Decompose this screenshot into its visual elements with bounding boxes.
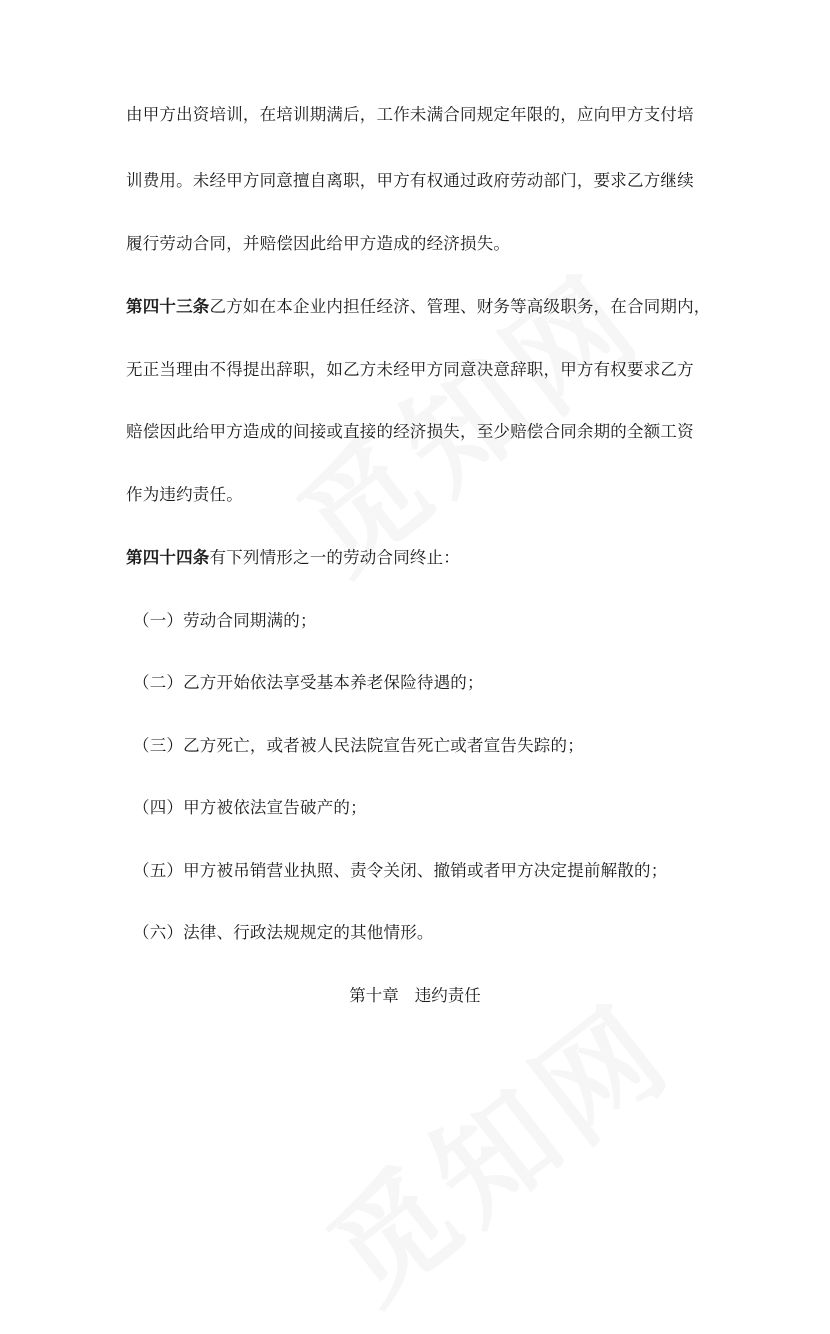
article-44-intro [126,547,726,569]
chapter-heading [0,985,830,1007]
paragraph-line: 由甲方出资培训，在培训期满后，工作未满合同规定年限的，应向甲方支付培 [126,105,694,124]
watermark-bottom [288,958,701,1334]
article-44-text: 有下列情形之一的劳动合同终止： [209,548,460,567]
article-43-label: 第四十三条 [126,297,210,316]
article-43-line-3: 赔偿因此给甲方造成的间接或直接的经济损失，至少赔偿合同余期的全额工资 [126,422,694,441]
chapter-title: 违约责任 [414,986,481,1005]
list-item: （五）甲方被吊销营业执照、责令关闭、撤销或者甲方决定提前解散的； [133,861,668,880]
list-item: （六）法律、行政法规规定的其他情形。 [133,923,434,942]
article-43-line-2: 无正当理由不得提出辞职，如乙方未经甲方同意决意辞职，甲方有权要求乙方 [126,360,694,379]
article-44-label: 第四十四条 [126,548,210,567]
article-43-text: 乙方如在本企业内担任经济、管理、财务等高级职务，在合同期内， [209,297,711,316]
chapter-number: 第十章 [349,986,399,1005]
article-43-line-1 [126,296,726,318]
list-item: （二）乙方开始依法享受基本养老保险待遇的； [133,673,484,692]
list-item: （三）乙方死亡，或者被人民法院宣告死亡或者宣告失踪的； [133,736,584,755]
list-item: （一）劳动合同期满的； [133,611,317,630]
list-item: （四）甲方被依法宣告破产的； [133,798,367,817]
paragraph-line: 训费用。未经甲方同意擅自离职，甲方有权通过政府劳动部门，要求乙方继续 [126,171,694,190]
article-43-line-4: 作为违约责任。 [126,485,243,504]
paragraph-line: 履行劳动合同，并赔偿因此给甲方造成的经济损失。 [126,234,511,253]
